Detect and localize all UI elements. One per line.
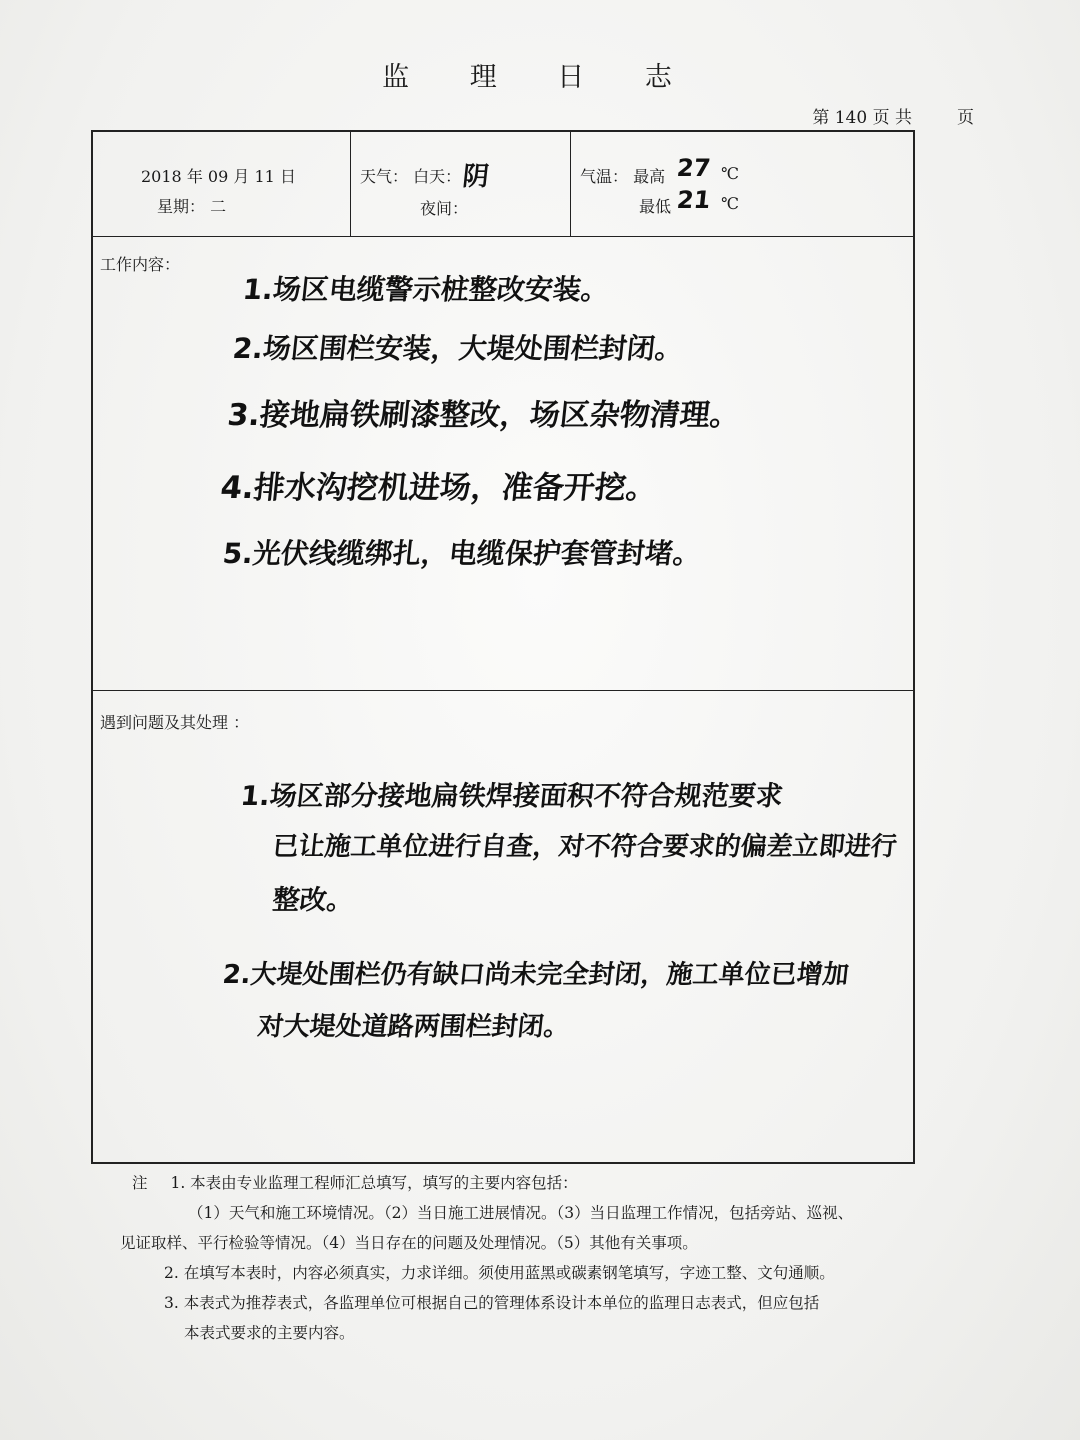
note-3a: 3. 本表式为推荐表式，各监理单位可根据自己的管理体系设计本单位的监理日志表式，但应包括 — [164, 1294, 820, 1312]
note-1b: 见证取样、平行检验等情况。（4）当日存在的问题及处理情况。（5）其他有关事项。 — [120, 1234, 698, 1252]
work-item: 4.排水沟挖机进场，准备开挖。 — [218, 470, 659, 506]
weekday-value: 二 — [210, 197, 227, 216]
temp-max-row — [580, 164, 665, 187]
page-number — [812, 103, 974, 128]
note-1 — [132, 1168, 952, 1198]
issue-line: 1.场区部分接地扁铁焊接面积不符合规范要求 — [239, 781, 785, 812]
footnotes — [120, 1168, 940, 1348]
date-year-label: 年 — [186, 167, 203, 186]
work-item: 5.光伏线缆绑扎，电缆保护套管封堵。 — [221, 537, 703, 570]
work-content-label: 工作内容： — [100, 255, 181, 274]
date-month-label: 月 — [233, 167, 250, 186]
date-day-label: 日 — [279, 167, 296, 186]
temp-label: 气温： — [580, 167, 629, 186]
temp-min-label: 最低 — [639, 197, 672, 216]
work-item: 2.场区围栏安装，大堤处围栏封闭。 — [231, 332, 685, 365]
note-prefix: 注 — [132, 1174, 148, 1192]
day-label: 白天： — [413, 167, 462, 186]
date-month: 09 — [207, 167, 229, 186]
weekday-label: 星期： — [157, 197, 206, 216]
issue-line: 整改。 — [271, 885, 356, 916]
night-row — [420, 196, 468, 219]
note-1-text: 1. 本表由专业监理工程师汇总填写，填写的主要内容包括： — [170, 1174, 578, 1192]
issue-line: 2.大堤处围栏仍有缺口尚未完全封闭，施工单位已增加 — [221, 960, 851, 990]
issue-line: 对大堤处道路两围栏封闭。 — [256, 1012, 572, 1042]
day-weather-value: 阴 — [461, 162, 491, 192]
date-year: 2018 — [141, 167, 182, 186]
log-form — [91, 130, 915, 1164]
temp-min-value: 21 — [675, 186, 712, 214]
weather-row — [360, 164, 461, 187]
date-row — [141, 164, 296, 187]
temp-max-unit: ℃ — [721, 164, 739, 183]
header-divider — [93, 236, 913, 237]
page-number-label: 第 140 页 共 — [812, 108, 912, 128]
night-label: 夜间： — [420, 199, 469, 218]
temp-max-value: 27 — [675, 154, 712, 182]
date-day: 11 — [254, 167, 275, 186]
note-3b: 本表式要求的主要内容。 — [184, 1324, 355, 1342]
issue-line: 已让施工单位进行自查，对不符合要求的偏差立即进行 — [271, 832, 899, 862]
temp-max-label: 最高 — [633, 167, 666, 186]
note-2: 2. 在填写本表时，内容必须真实，力求详细。须使用蓝黑或碳素钢笔填写，字迹工整、文句通顺。 — [164, 1264, 835, 1282]
issues-label: 遇到问题及其处理 ： — [100, 713, 250, 732]
header-col-divider-1 — [350, 132, 351, 236]
section-divider — [93, 690, 913, 691]
page-total-label: 页 — [957, 108, 974, 128]
weather-label: 天气： — [360, 167, 409, 186]
header-col-divider-2 — [570, 132, 571, 236]
work-item: 3.接地扁铁刷漆整改，场区杂物清理。 — [225, 398, 742, 433]
page-title: 监 理 日 志 — [382, 62, 698, 93]
temp-min-unit: ℃ — [721, 194, 739, 213]
weekday-row — [157, 194, 226, 217]
note-1a: （1）天气和施工环境情况。（2）当日施工进展情况。（3）当日监理工作情况，包括旁站、巡视、 — [188, 1204, 854, 1222]
work-item: 1.场区电缆警示桩整改安装。 — [241, 273, 611, 306]
